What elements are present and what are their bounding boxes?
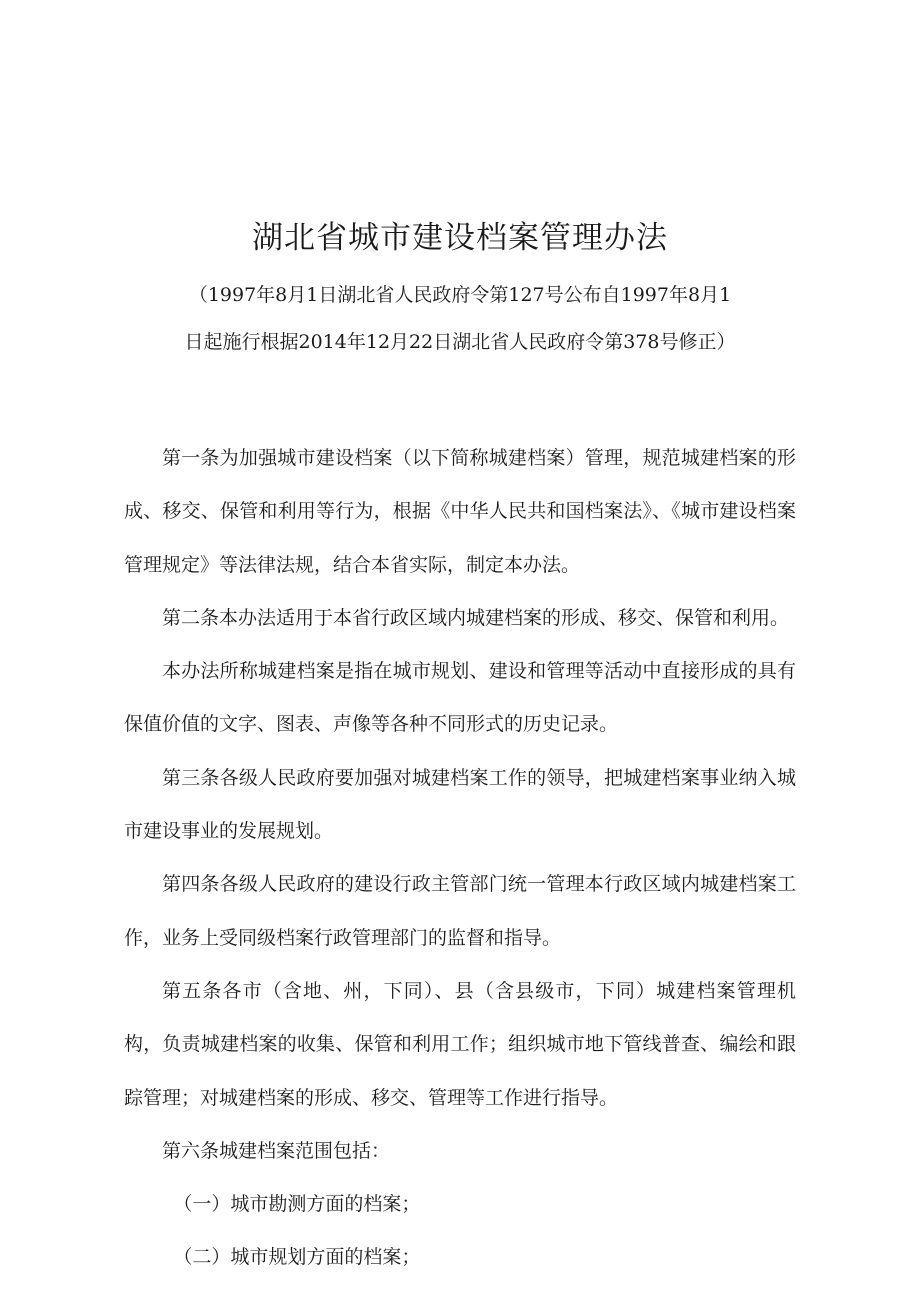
document-title: 湖北省城市建设档案管理办法 <box>252 220 668 256</box>
article-5: 第五条各市（含地、州，下同）、县（含县级市，下同）城建档案管理机构，负责城建档案的收集、保管和利用工作；组织城市地下管线普查、编绘和跟踪管理；对城建档案的形成、移交、管理等工作进行指导。 <box>124 979 796 1109</box>
article-4: 第四条各级人民政府的建设行政主管部门统一管理本行政区域内城建档案工作，业务上受同级档案行政管理部门的监督和指导。 <box>124 873 796 949</box>
article-2: 第二条本办法适用于本省行政区域内城建档案的形成、移交、保管和利用。 <box>162 606 790 629</box>
subtitle-line-2: 日起施行根据2014年12月22日湖北省人民政府令第378号修正） <box>184 331 736 353</box>
document-body <box>124 432 796 1285</box>
article-2-definition: 本办法所称城建档案是指在城市规划、建设和管理等活动中直接形成的具有保值价值的文字、图表、声像等各种不同形式的历史记录。 <box>124 660 796 736</box>
subtitle-line-1: （1997年8月1日湖北省人民政府令第127号公布自1997年8月1 <box>188 284 732 306</box>
document-subtitle <box>120 272 800 366</box>
article-6: 第六条城建档案范围包括： <box>162 1139 391 1162</box>
article-6-item-1: （一）城市勘测方面的档案； <box>173 1193 421 1216</box>
article-6-item-2: （二）城市规划方面的档案； <box>173 1246 421 1269</box>
article-3: 第三条各级人民政府要加强对城建档案工作的领导，把城建档案事业纳入城市建设事业的发展规划。 <box>124 766 796 843</box>
article-1: 第一条为加强城市建设档案（以下简称城建档案）管理，规范城建档案的形成、移交、保管和利用等行为，根据《中华人民共和国档案法》、《城市建设档案管理规定》等法律法规，结合本省实际，制定本办法。 <box>124 447 796 576</box>
